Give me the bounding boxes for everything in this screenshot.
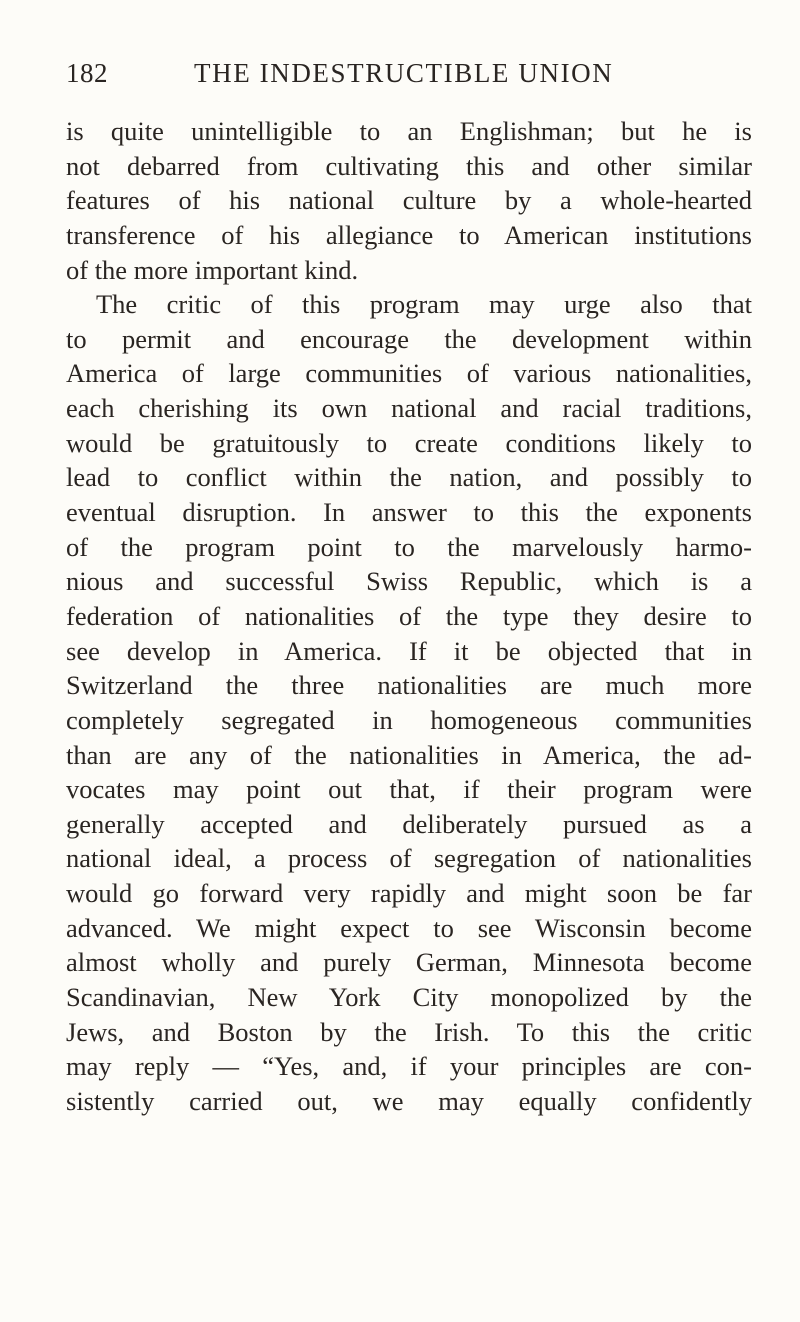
text-line: almost wholly and purely German, Minnesota become: [66, 947, 752, 978]
text-line: eventual disruption. In answer to this the exponents: [66, 497, 752, 528]
text-line: advanced. We might expect to see Wisconsin become: [66, 912, 752, 943]
text-line: transference of his allegiance to American institutions: [66, 219, 752, 250]
text-line: nious and successful Swiss Republic, which is a: [66, 566, 752, 597]
text-line: would be gratuitously to create conditions likely to: [66, 427, 752, 458]
running-head: [66, 58, 756, 98]
text-line: Switzerland the three nationalities are much more: [66, 670, 752, 701]
text-line: each cherishing its own national and racial traditions,: [66, 393, 752, 424]
text-line: would go forward very rapidly and might soon be far: [66, 878, 752, 909]
body-text: [66, 114, 752, 1119]
text-line: of the program point to the marvelously harmo-: [66, 531, 752, 562]
text-line: is quite unintelligible to an Englishman; but he is: [66, 116, 752, 146]
text-line: sistently carried out, we may equally confidently: [66, 1085, 752, 1116]
running-title: THE INDESTRUCTIBLE UNION: [194, 58, 614, 88]
text-line: not debarred from cultivating this and other similar: [66, 150, 752, 181]
text-line: lead to conflict within the nation, and possibly to: [66, 462, 752, 493]
text-line: of the more important kind.: [66, 254, 359, 285]
text-line: Jews, and Boston by the Irish. To this the critic: [66, 1016, 752, 1047]
text-line: than are any of the nationalities in America, the ad-: [66, 739, 752, 770]
text-line: generally accepted and deliberately pursued as a: [66, 808, 752, 839]
text-line: federation of nationalities of the type they desire to: [66, 600, 752, 631]
paragraph-first-line: The critic of this program may urge also that: [96, 289, 752, 320]
text-line: America of large communities of various nationalities,: [66, 358, 752, 389]
text-line: vocates may point out that, if their program were: [66, 774, 752, 805]
text-line: national ideal, a process of segregation of nationalities: [66, 843, 752, 874]
text-line: may reply — “Yes, and, if your principles are con-: [66, 1051, 752, 1082]
page-number: 182: [66, 58, 108, 88]
text-line: completely segregated in homogeneous communities: [66, 704, 752, 735]
text-line: Scandinavian, New York City monopolized by the: [66, 982, 752, 1013]
text-line: features of his national culture by a whole-hearted: [66, 185, 752, 216]
text-line: to permit and encourage the development within: [66, 323, 752, 354]
text-line: see develop in America. If it be objected that in: [66, 635, 752, 666]
